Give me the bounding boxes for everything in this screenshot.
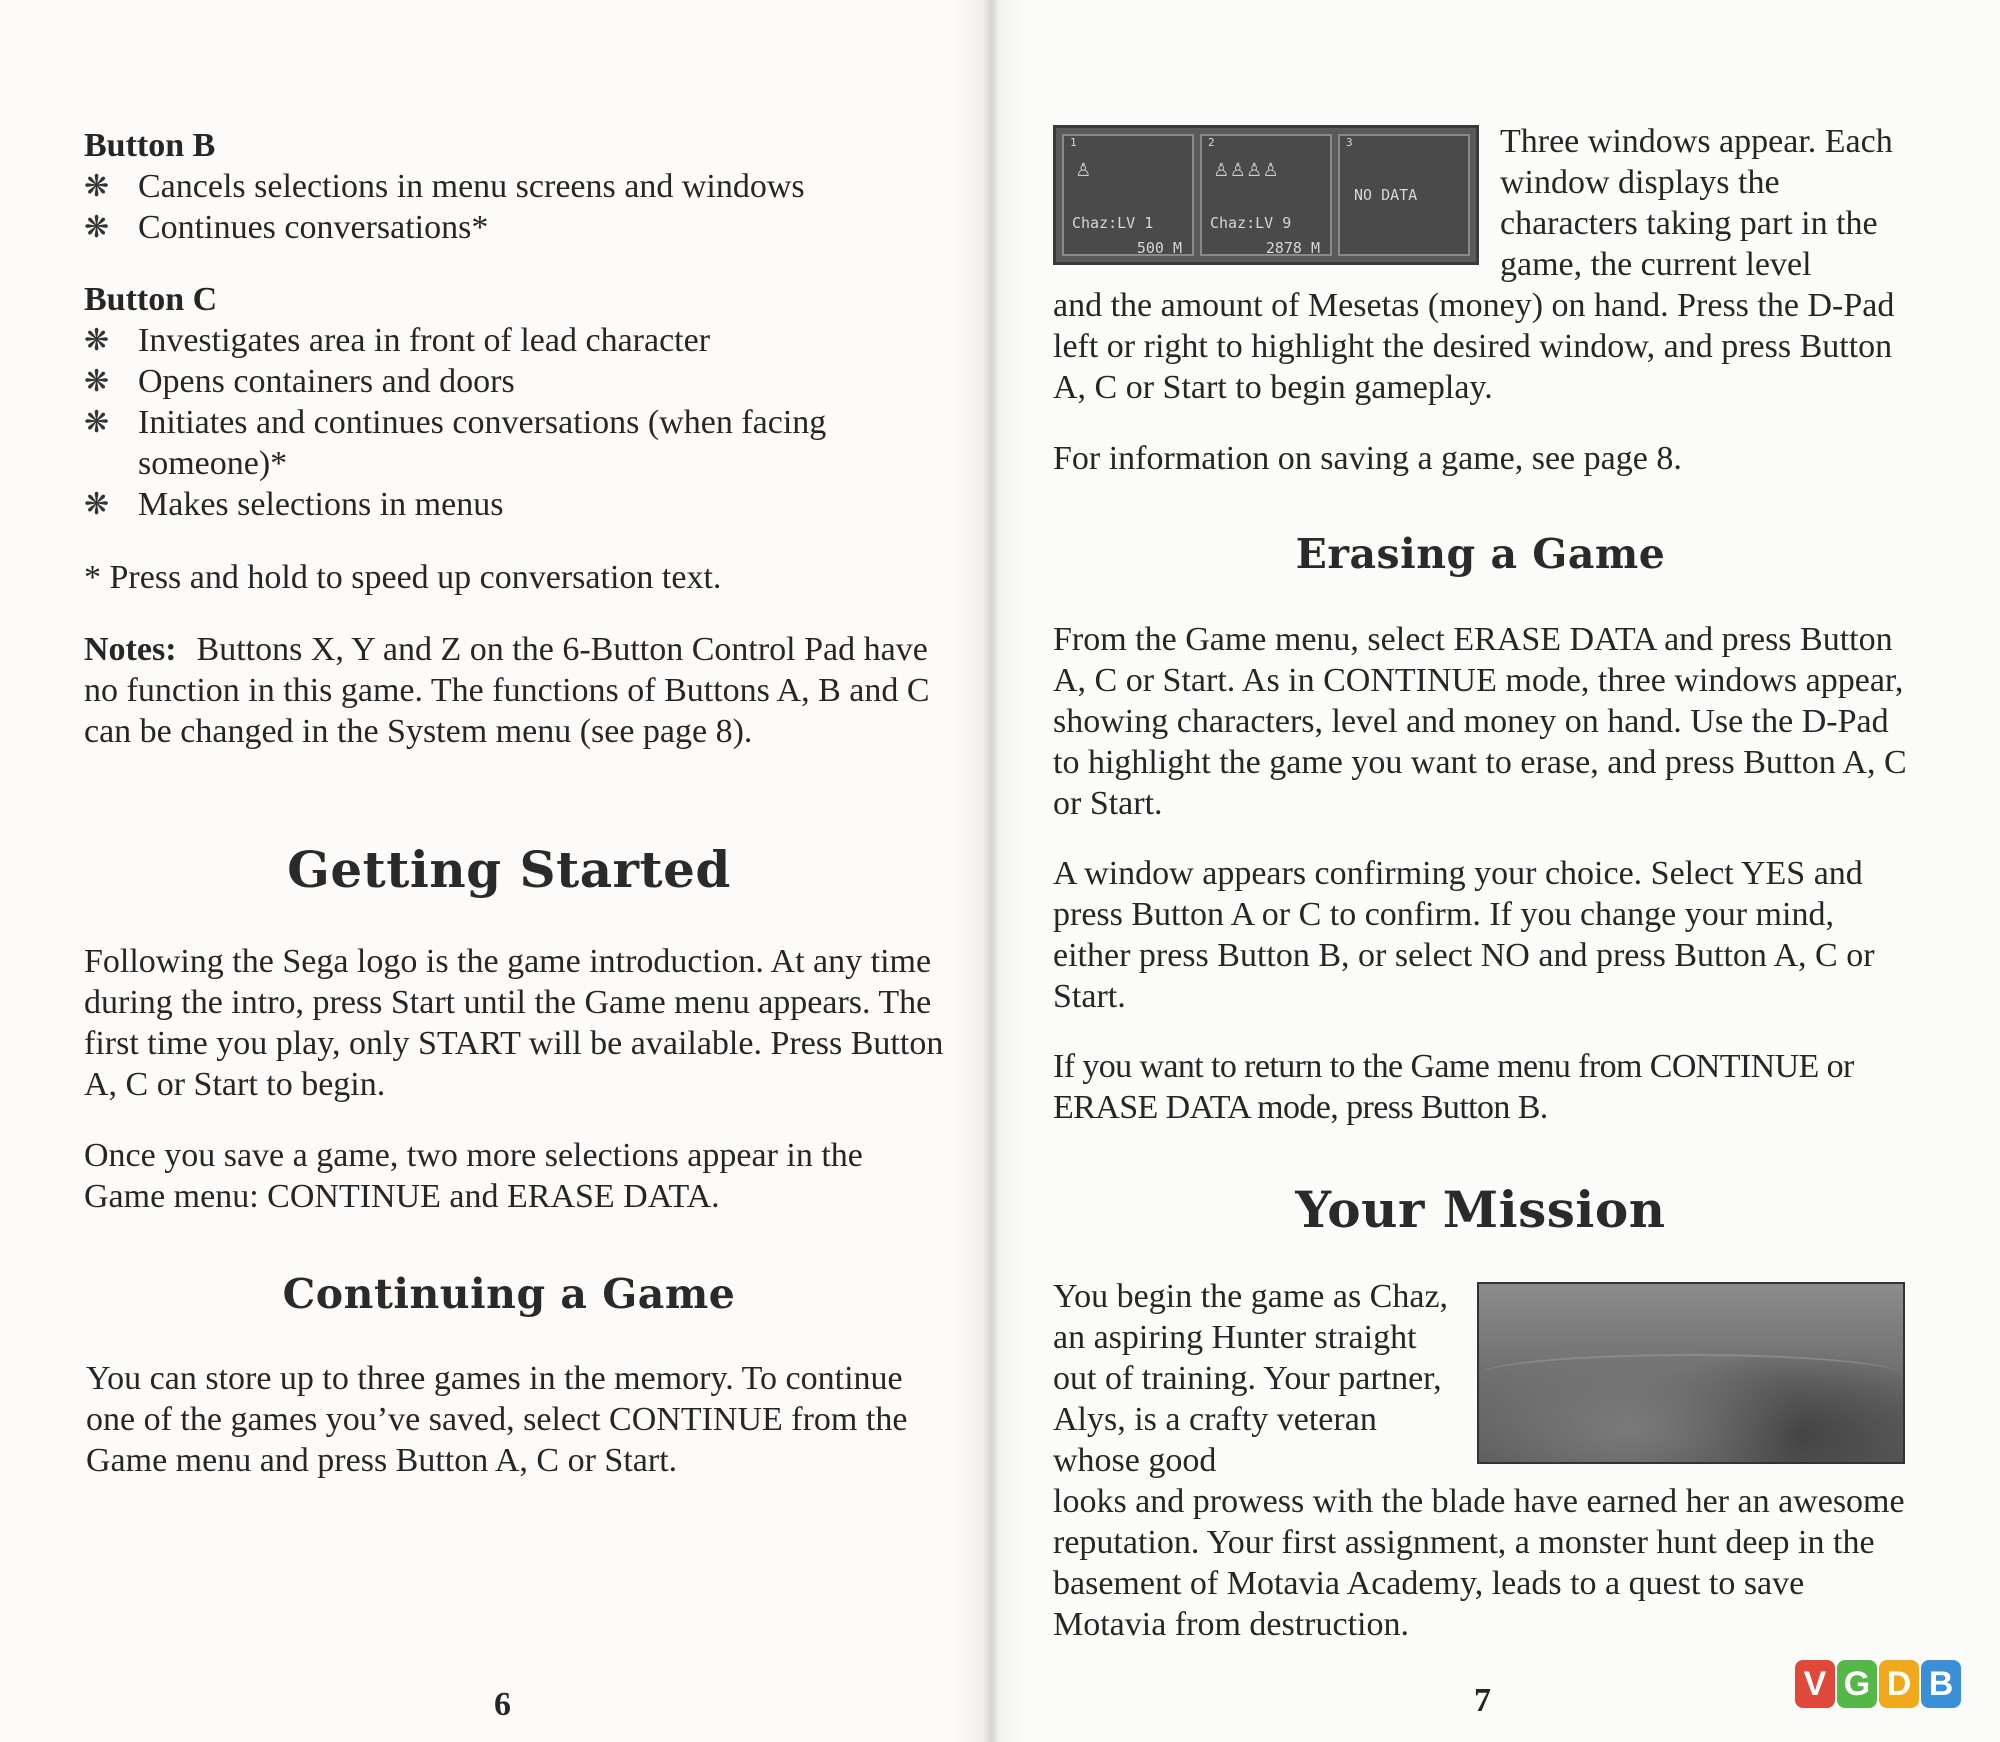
- asterisk-bullet-icon: ❋: [84, 211, 110, 244]
- list-item: ❋ Makes selections in menus: [84, 486, 504, 523]
- logo-letter-g: G: [1837, 1660, 1877, 1708]
- asterisk-bullet-icon: ❋: [84, 365, 110, 398]
- save-window: 1 ♙ Chaz:LV 1 500 M: [1062, 134, 1194, 256]
- characters-icon: ♙♙♙♙: [1214, 154, 1280, 182]
- button-b-list: [84, 166, 964, 248]
- list-item: ❋ Opens containers and doors: [84, 363, 515, 400]
- mission-title: Your Mission: [1295, 1180, 1666, 1239]
- erasing-paragraph-2: A window appears confirming your choice. Select YES and press Button A or C to confirm. If you change your mind, either press Button B, or select NO and press Button A, C or Start.: [1053, 855, 1875, 1015]
- characters-icon: ♙: [1076, 154, 1093, 182]
- button-c-section: [84, 279, 964, 525]
- erasing-paragraph-3: If you want to return to the Game menu from CONTINUE or ERASE DATA mode, press Button B.: [1053, 1048, 1854, 1126]
- asterisk-bullet-icon: ❋: [84, 170, 110, 203]
- mission-screenshot: [1477, 1282, 1905, 1464]
- page-number-left: 6: [494, 1686, 511, 1723]
- continue-paragraph-2: For information on saving a game, see page 8.: [1053, 440, 1682, 477]
- logo-letter-v: V: [1795, 1660, 1835, 1708]
- list-item: ❋ Initiates and continues conversations (when facing someone)*: [84, 404, 827, 482]
- list-item: ❋ Investigates area in front of lead character: [84, 322, 711, 359]
- continuing-title: Continuing a Game: [282, 1270, 736, 1318]
- footnote: * Press and hold to speed up conversation text.: [84, 559, 722, 596]
- vgdb-watermark-logo: [1795, 1660, 1961, 1708]
- continuing-paragraph: You can store up to three games in the memory. To continue one of the games you’ve saved, select CONTINUE from the Game menu and press Button A, C or Start.: [86, 1360, 908, 1479]
- getting-started-paragraph-2: Once you save a game, two more selections appear in the Game menu: CONTINUE and ERASE DATA.: [84, 1137, 863, 1215]
- asterisk-bullet-icon: ❋: [84, 488, 110, 521]
- button-c-list: [84, 320, 964, 525]
- logo-letter-d: D: [1879, 1660, 1919, 1708]
- save-window: 3 NO DATA: [1338, 134, 1470, 256]
- asterisk-bullet-icon: ❋: [84, 324, 110, 357]
- page-number-right: 7: [1474, 1682, 1491, 1719]
- save-windows-screenshot: [1053, 125, 1479, 265]
- notes-text: Buttons X, Y and Z on the 6-Button Control Pad have no function in this game. The functions of Buttons A, B and C can be changed in the System menu (see page 8).: [84, 631, 930, 750]
- notes-paragraph: [84, 629, 944, 752]
- continue-paragraph-wrap: Three windows appear. Each window displays the characters taking part in the game, the current level: [1500, 123, 1893, 283]
- list-item: ❋ Cancels selections in menu screens and windows: [84, 168, 805, 205]
- button-b-heading: Button B: [84, 127, 216, 164]
- notes-label: Notes:: [84, 631, 177, 668]
- erasing-title: Erasing a Game: [1295, 530, 1666, 578]
- save-window: 2 ♙♙♙♙ Chaz:LV 9 2878 M: [1200, 134, 1332, 256]
- erasing-paragraph-1: From the Game menu, select ERASE DATA and press Button A, C or Start. As in CONTINUE mode, three windows appear, showing characters, level and money on hand. Use the D-Pad to highlight the game you want to erase, and press Button A, C or Start.: [1053, 621, 1907, 822]
- getting-started-title: Getting Started: [287, 840, 731, 899]
- mission-paragraph-wrap: You begin the game as Chaz, an aspiring Hunter straight out of training. Your partner, Alys, is a crafty veteran whose good: [1053, 1278, 1449, 1479]
- asterisk-bullet-icon: ❋: [84, 406, 110, 439]
- mission-paragraph-rest: looks and prowess with the blade have earned her an awesome reputation. Your first assignment, a monster hunt deep in the basement of Motavia Academy, leads to a quest to save Motavia from destruction.: [1053, 1483, 1905, 1643]
- logo-letter-b: B: [1921, 1660, 1961, 1708]
- button-c-heading: Button C: [84, 281, 218, 318]
- button-b-section: [84, 125, 964, 248]
- getting-started-paragraph-1: Following the Sega logo is the game introduction. At any time during the intro, press Start until the Game menu appears. The first time you play, only START will be available. Press Button A, C or Start to begin.: [84, 943, 944, 1103]
- list-item: ❋ Continues conversations*: [84, 209, 489, 246]
- book-spine: [955, 0, 1025, 1742]
- continue-paragraph-rest: and the amount of Mesetas (money) on hand. Press the D-Pad left or right to highlight the desired window, and press Button A, C or Start to begin gameplay.: [1053, 287, 1895, 406]
